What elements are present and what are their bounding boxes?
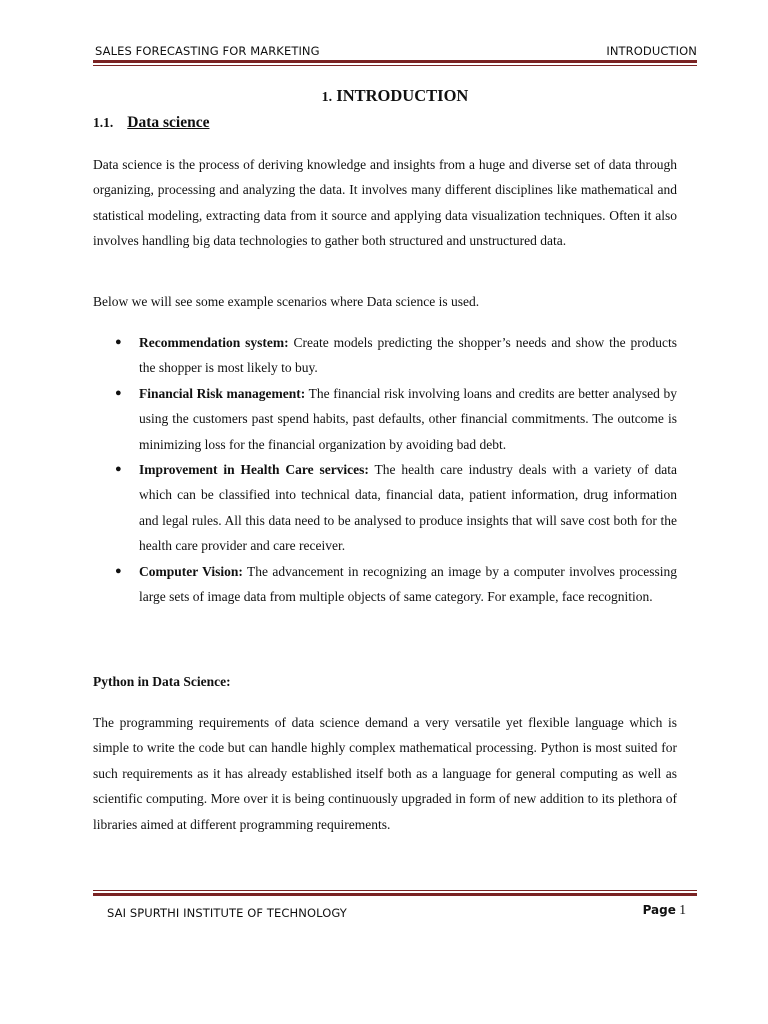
list-item xyxy=(93,559,677,610)
header-rule-thick xyxy=(93,60,697,63)
bullet-text: The advancement in recognizing an image by a computer involves processing large sets of image data from multiple objects of same category. For example, face recognition. xyxy=(139,563,677,605)
footer-institute: SAI SPURTHI INSTITUTE OF TECHNOLOGY xyxy=(107,906,347,920)
list-item xyxy=(93,457,677,559)
intro-paragraph: Data science is the process of deriving knowledge and insights from a huge and diverse set of data through organizing, processing and analyzing the data. It involves many different disciplines like mathematical and statistical modeling, extracting data from it source and applying data visualization techniques. Often it also involves handling big data technologies to gather both structured and unstructured data. xyxy=(93,157,677,249)
bullet-term: Computer Vision: xyxy=(139,563,243,579)
page-number-value: 1 xyxy=(679,902,686,917)
bullet-text: Create models predicting the shopper’s needs and show the products the shopper is most likely to buy. xyxy=(139,335,677,376)
footer-rule-thin xyxy=(93,890,697,891)
scenario-list xyxy=(93,330,677,609)
running-header-title: SALES FORECASTING FOR MARKETING xyxy=(95,44,320,58)
bullet-icon: ● xyxy=(115,564,122,577)
section-heading xyxy=(93,114,209,132)
bullet-icon: ● xyxy=(115,463,122,476)
list-item xyxy=(93,330,677,381)
bullet-icon: ● xyxy=(115,386,122,399)
scenarios-intro: Below we will see some example scenarios where Data science is used. xyxy=(93,294,480,309)
list-item xyxy=(93,381,677,457)
python-paragraph: The programming requirements of data science demand a very versatile yet flexible language which is simple to write the code but can handle highly complex mathematical processing. Python is most suited for such requirements as it has already established itself both as a language for general computing as well as scientific computing. More over it is being continuously upgraded in form of new addition to its plethora of libraries aimed at different programming requirements. xyxy=(93,715,677,832)
bullet-term: Improvement in Health Care services: xyxy=(139,462,369,478)
python-heading: Python in Data Science: xyxy=(93,674,231,689)
running-header-section: INTRODUCTION xyxy=(606,44,697,58)
header-rule-thin xyxy=(93,65,697,66)
footer-rule-thick xyxy=(93,893,697,896)
section-title: Data science xyxy=(127,114,210,131)
chapter-number: 1. xyxy=(321,90,333,105)
bullet-text: The financial risk involving loans and credits are better analysed by using the customers past spend habits, past defaults, other financial commitments. The outcome is minimizing loss for the financial organization by avoiding bad debt. xyxy=(139,385,677,452)
bullet-term: Financial Risk management: xyxy=(139,385,306,401)
page-label: Page xyxy=(642,903,676,917)
bullet-text: The health care industry deals with a variety of data which can be classified into technical data, financial data, patient information, drug information and legal rules. All this data need to be analysed to produce insights that will save cost both for the health care provider and care receiver. xyxy=(139,462,677,554)
chapter-title-text: INTRODUCTION xyxy=(336,86,469,105)
chapter-title xyxy=(93,86,697,106)
bullet-term: Recommendation system: xyxy=(139,335,289,350)
bullet-icon: ● xyxy=(115,336,122,348)
section-number: 1.1. xyxy=(93,115,114,130)
page-number xyxy=(643,902,686,918)
